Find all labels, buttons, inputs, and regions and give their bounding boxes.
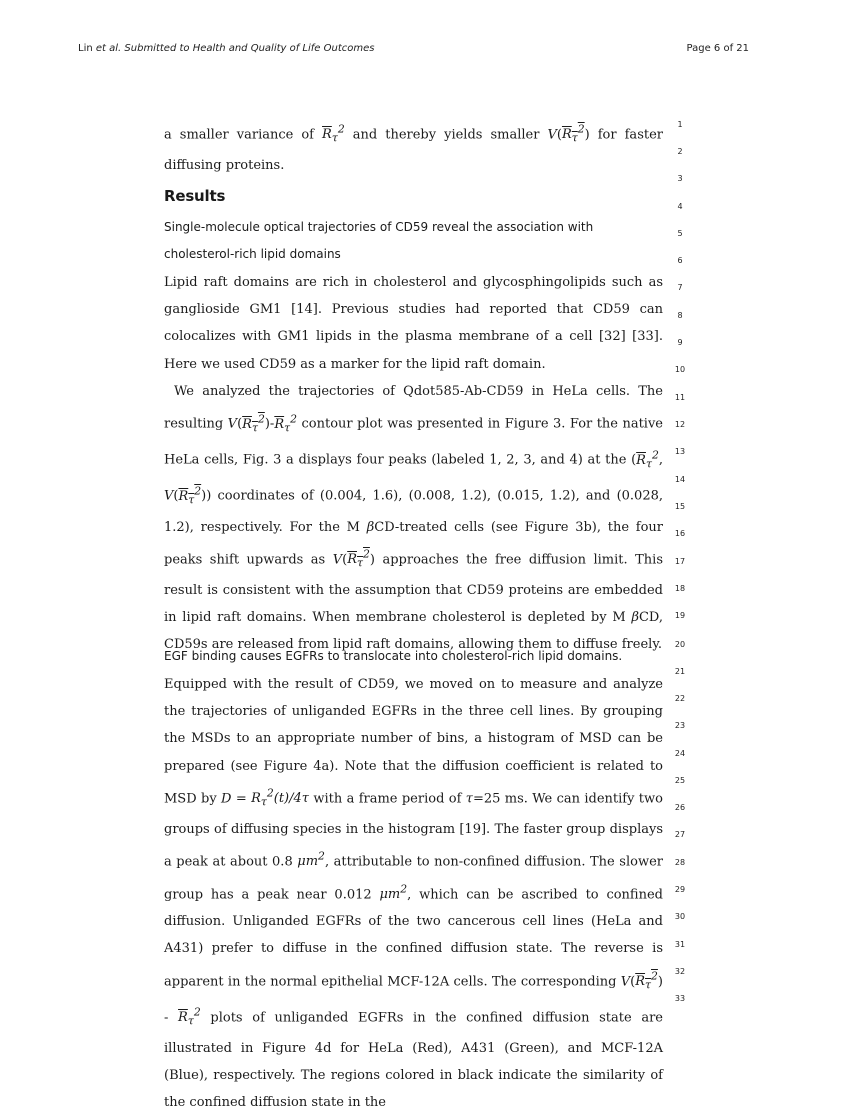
line-number: 11 [674,393,686,402]
line-number: 9 [677,338,683,347]
line-number: 30 [674,912,686,921]
line-number: 16 [674,529,686,538]
line-number: 3 [677,174,683,183]
line-number: 19 [674,611,686,620]
line-number: 33 [674,994,686,1003]
line-number: 21 [674,667,686,676]
line-number: 24 [674,749,686,758]
line-number: 32 [674,967,686,976]
line-number: 13 [674,447,686,456]
paragraph-egfr-analysis: Equipped with the result of CD59, we moved on to measure and analyze the trajectories of unliganded EGFRs in the three cell lines. By grouping the MSDs to an appropriate number of bins, a histogram of MSD can be prepared (see Figure 4a). Note that the diffusion coefficient is related to MSD by $D = R_\tau^2(t)/4\tau$ with a frame period of τ=25 ms. We can identify two groups of diffusing species in the histogram [19]. The faster group displays a peak at about 0.8 $\mu m^2$, attributable to non-confined diffusion. The slower group has a peak near 0.012 $\mu m^2$, which can be ascribed to confined diffusion. Unliganded EGFRs of the two cancerous cell lines (HeLa and A431) prefer to diffuse in the confined diffusion state. The reverse is apparent in the normal epithelial MCF-12A cells. The corresponding $V(R_\tau^2) - \overline{R}_\tau^2$ plots of unliganded EGFRs in the confined diffusion state are illustrated in Figure 4d for HeLa (Red), A431 (Green), and MCF-12A (Blue), respectively. The regions colored in black indicate the similarity of the confined diffusion state in the [164,677,663,1111]
line-number: 17 [674,557,686,566]
section-heading-results: Results [164,187,226,205]
line-number: 15 [674,502,686,511]
line-number: 10 [674,365,686,374]
line-number: 28 [674,858,686,867]
line-number: 22 [674,694,686,703]
line-number: 5 [677,229,683,238]
paragraph-lipid-raft: Lipid raft domains are rich in cholesterol and glycosphingolipids such as ganglioside GM1 [14]. Previous studies had reported that CD59 can colocalizes with GM1 lipids in the plasma membrane of a cell [32] [33]. Here we used CD59 as a marker for the lipid raft domain. [164,275,663,372]
line-number: 12 [674,420,686,429]
line-number: 20 [674,640,686,649]
line-number: 1 [677,120,683,129]
paragraph-continuation: a smaller variance of $\overline{R}_\tau^2$ and thereby yields smaller $V(R_\tau^2)$ for faster diffusing proteins. [164,123,663,174]
line-number: 4 [677,202,683,211]
subsection-heading-cd59: Single-molecule optical trajectories of CD59 reveal the association with cholesterol-rich lipid domains [164,220,594,261]
subsection-heading-egf: EGF binding causes EGFRs to translocate into cholesterol-rich lipid domains. [164,649,623,663]
line-number: 27 [674,830,686,839]
line-number: 8 [677,311,683,320]
line-number: 14 [674,475,686,484]
paragraph-cd59-analysis: We analyzed the trajectories of Qdot585-Ab-CD59 in HeLa cells. The resulting $V(R_\tau^2)-\overline{R}_\tau^2$ contour plot was presented in Figure 3. For the native HeLa cells, Fig. 3 a displays four peaks (labeled 1, 2, 3, and 4) at the ($\overline{R}_\tau^2$, $V(R_\tau^2)$) coordinates of (0.004, 1.6), (0.008, 1.2), (0.015, 1.2), and (0.028, 1.2), respectively. For the M βCD-treated cells (see Figure 3b), the four peaks shift upwards as $V(R_\tau^2)$ approaches the free diffusion limit. This result is consistent with the assumption that CD59 proteins are embedded in lipid raft domains. When membrane cholesterol is depleted by M βCD, CD59s are released from lipid raft domains, allowing them to diffuse freely. [164,384,664,653]
line-number: 31 [674,940,686,949]
page-number: Page 6 of 21 [686,43,749,54]
line-number: 23 [674,721,686,730]
line-number: 29 [674,885,686,894]
line-number: 2 [677,147,683,156]
line-number: 26 [674,803,686,812]
line-number: 25 [674,776,686,785]
line-number: 7 [677,283,683,292]
running-header-left: Lin et al. Submitted to Health and Quality of Life Outcomes [78,43,375,54]
line-number: 18 [674,584,686,593]
line-number: 6 [677,256,683,265]
